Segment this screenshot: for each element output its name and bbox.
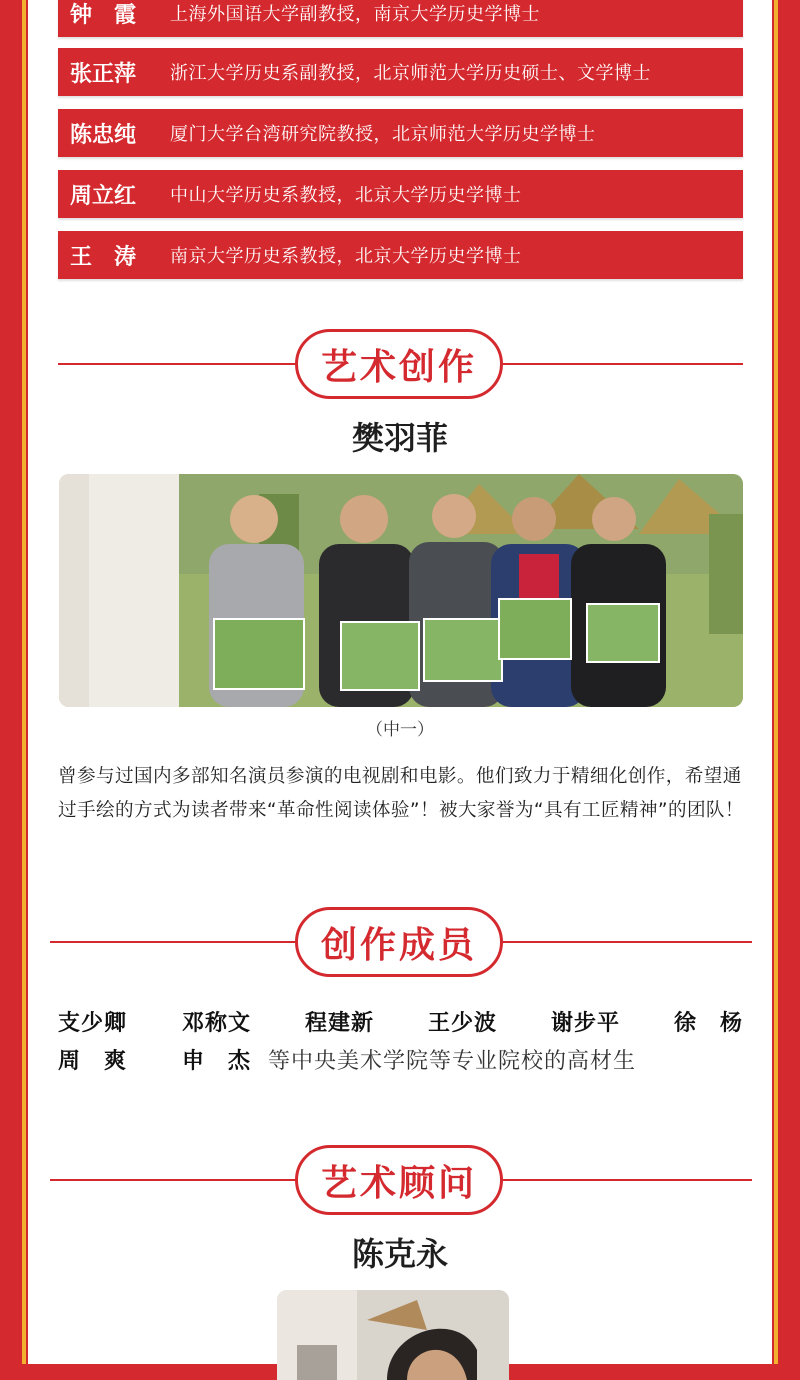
advisor-desc: 厦门大学台湾研究院教授，北京师范大学历史学博士 — [170, 124, 596, 145]
member-name: 谢步平 — [551, 1011, 621, 1036]
advisor-row — [58, 0, 743, 37]
advisor-row — [58, 231, 743, 279]
creator-name: 樊羽菲 — [351, 419, 448, 457]
advisor-row — [58, 48, 743, 96]
left-border-stripe — [22, 0, 26, 1364]
member-name: 程建新 — [305, 1011, 375, 1036]
section-heading-badge — [295, 329, 503, 399]
right-border-stripe — [774, 0, 778, 1364]
team-members-row-1 — [58, 1006, 758, 1036]
advisor-name: 周立红 — [70, 183, 137, 209]
section-heading: 创作成员 — [320, 924, 477, 966]
advisor-name: 王 涛 — [70, 244, 137, 270]
team-members-row-2 — [58, 1044, 758, 1074]
section-heading: 艺术创作 — [320, 346, 477, 388]
advisor-name: 钟 霞 — [70, 2, 137, 28]
advisor-desc: 浙江大学历史系副教授，北京师范大学历史硕士、文学博士 — [170, 63, 651, 84]
section-heading: 艺术顾问 — [320, 1162, 477, 1204]
advisor-name: 张正萍 — [70, 61, 137, 87]
advisor-desc: 南京大学历史系教授，北京大学历史学博士 — [170, 246, 522, 267]
advisor-person-name: 陈克永 — [351, 1235, 448, 1273]
member-name: 徐 杨 — [674, 1011, 744, 1036]
members-note: 等中央美术学院等专业院校的高材生 — [268, 1049, 637, 1074]
advisor-desc: 中山大学历史系教授，北京大学历史学博士 — [170, 185, 522, 206]
advisor-name: 陈忠纯 — [70, 122, 137, 148]
advisor-row — [58, 170, 743, 218]
advisor-photo — [277, 1290, 509, 1380]
member-name: 申 杰 — [182, 1049, 252, 1074]
section-heading-badge — [295, 1145, 503, 1215]
member-name: 邓称文 — [182, 1011, 252, 1036]
photo-caption: （中一） — [366, 720, 434, 740]
member-name: 支少卿 — [58, 1011, 128, 1036]
member-name: 周 爽 — [58, 1049, 128, 1074]
team-photo — [59, 474, 743, 707]
advisor-desc: 上海外国语大学副教授，南京大学历史学博士 — [170, 4, 540, 25]
creator-description: 曾参与过国内多部知名演员参演的电视剧和电影。他们致力于精细化创作，希望通过手绘的方式为读者带来“革命性阅读体验”！被大家誉为“具有工匠精神”的团队！ — [58, 766, 744, 821]
member-name: 王少波 — [428, 1011, 498, 1036]
section-heading-badge — [295, 907, 503, 977]
advisor-row — [58, 109, 743, 157]
